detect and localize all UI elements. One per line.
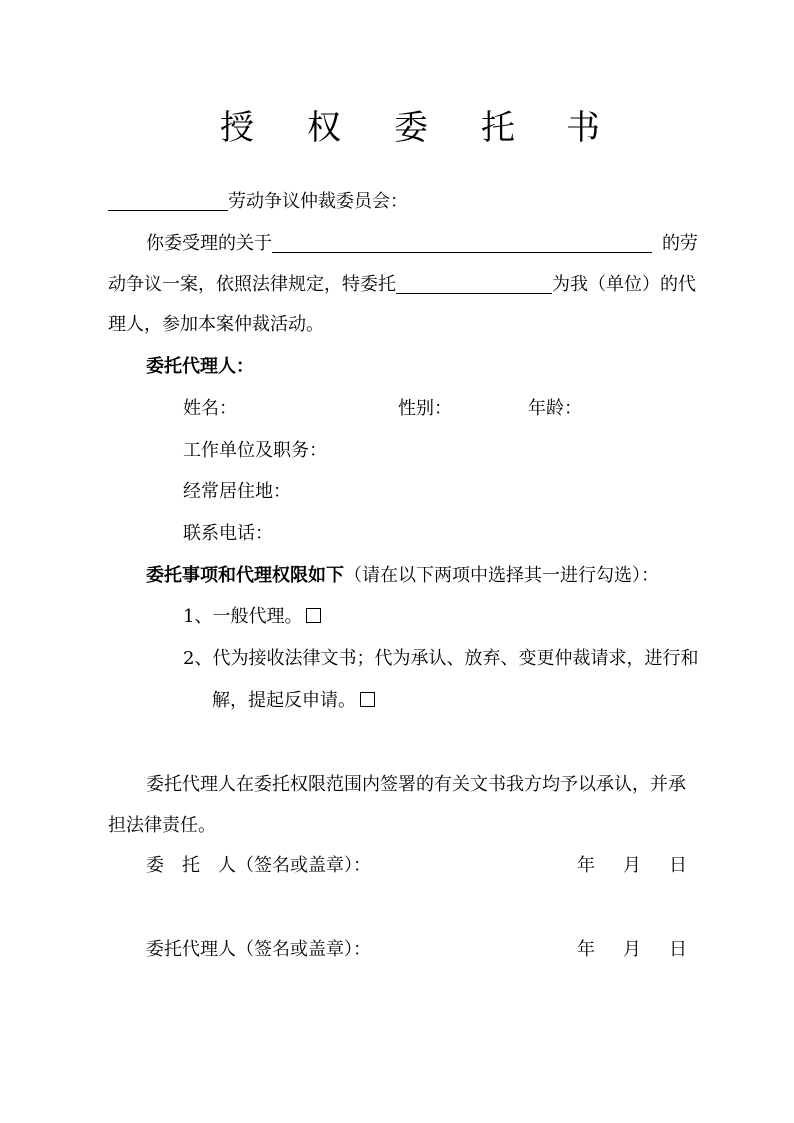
option-general-agency bbox=[183, 608, 321, 626]
agent-signature-label: 委托代理人（签名或盖章）： bbox=[146, 939, 371, 960]
option-special-agency-line-2 bbox=[212, 692, 375, 710]
agent-date-month: 月 bbox=[623, 939, 641, 960]
statement-line-1: 委托代理人在委托权限范围内签署的有关文书我方均予以承认，并承 bbox=[146, 774, 686, 795]
agent-date-day: 日 bbox=[669, 939, 687, 960]
title-char-3: 委 bbox=[394, 108, 428, 148]
principal-date-month: 月 bbox=[623, 855, 641, 876]
title-char-1: 授 bbox=[220, 108, 254, 148]
agent-phone-label: 联系电话： bbox=[183, 523, 273, 544]
option-2-text: 解，提起反申请。 bbox=[212, 690, 356, 711]
principal-signature-label: 委 托 人（签名或盖章）： bbox=[146, 855, 371, 876]
agent-section-heading: 委托代理人： bbox=[146, 356, 254, 377]
title-char-4: 托 bbox=[481, 108, 515, 148]
scope-heading-note: （请在以下两项中选择其一进行勾选）： bbox=[344, 565, 659, 586]
title-char-2: 权 bbox=[307, 108, 341, 148]
agent-date-year: 年 bbox=[577, 939, 595, 960]
dispute-subject-blank[interactable] bbox=[272, 234, 652, 253]
addressee-line bbox=[108, 192, 408, 211]
intro-line-2 bbox=[108, 275, 696, 294]
committee-name-blank[interactable] bbox=[108, 192, 228, 211]
scope-heading-bold: 委托事项和代理权限如下 bbox=[146, 565, 344, 586]
statement-line-2: 担法律责任。 bbox=[108, 815, 216, 836]
option-1-text: 1、一般代理。 bbox=[183, 606, 303, 627]
principal-date-year: 年 bbox=[577, 855, 595, 876]
option-1-checkbox[interactable] bbox=[306, 608, 321, 623]
intro-text-1a: 你委受理的关于 bbox=[146, 233, 272, 254]
agent-work-label: 工作单位及职务： bbox=[183, 440, 327, 461]
agent-name-blank[interactable] bbox=[396, 275, 552, 294]
agent-residence-label: 经常居住地： bbox=[183, 481, 291, 502]
addressee-suffix: 劳动争议仲裁委员会： bbox=[228, 191, 408, 212]
agent-age-label: 年龄： bbox=[528, 398, 582, 419]
intro-text-1b: 的劳 bbox=[662, 233, 698, 254]
option-2-checkbox[interactable] bbox=[360, 692, 375, 707]
intro-text-2a: 动争议一案，依照法律规定，特委托 bbox=[108, 274, 396, 295]
agent-name-label: 姓名： bbox=[183, 398, 237, 419]
intro-text-2b: 为我（单位）的代 bbox=[552, 274, 696, 295]
scope-section-heading bbox=[146, 567, 659, 585]
option-special-agency-line-1: 2、代为接收法律文书；代为承认、放弃、变更仲裁请求，进行和 bbox=[183, 648, 699, 669]
principal-date-day: 日 bbox=[669, 855, 687, 876]
intro-line-3: 理人，参加本案仲裁活动。 bbox=[108, 314, 324, 335]
title-char-5: 书 bbox=[566, 108, 600, 148]
intro-line-1 bbox=[146, 234, 698, 253]
agent-gender-label: 性别： bbox=[398, 398, 452, 419]
